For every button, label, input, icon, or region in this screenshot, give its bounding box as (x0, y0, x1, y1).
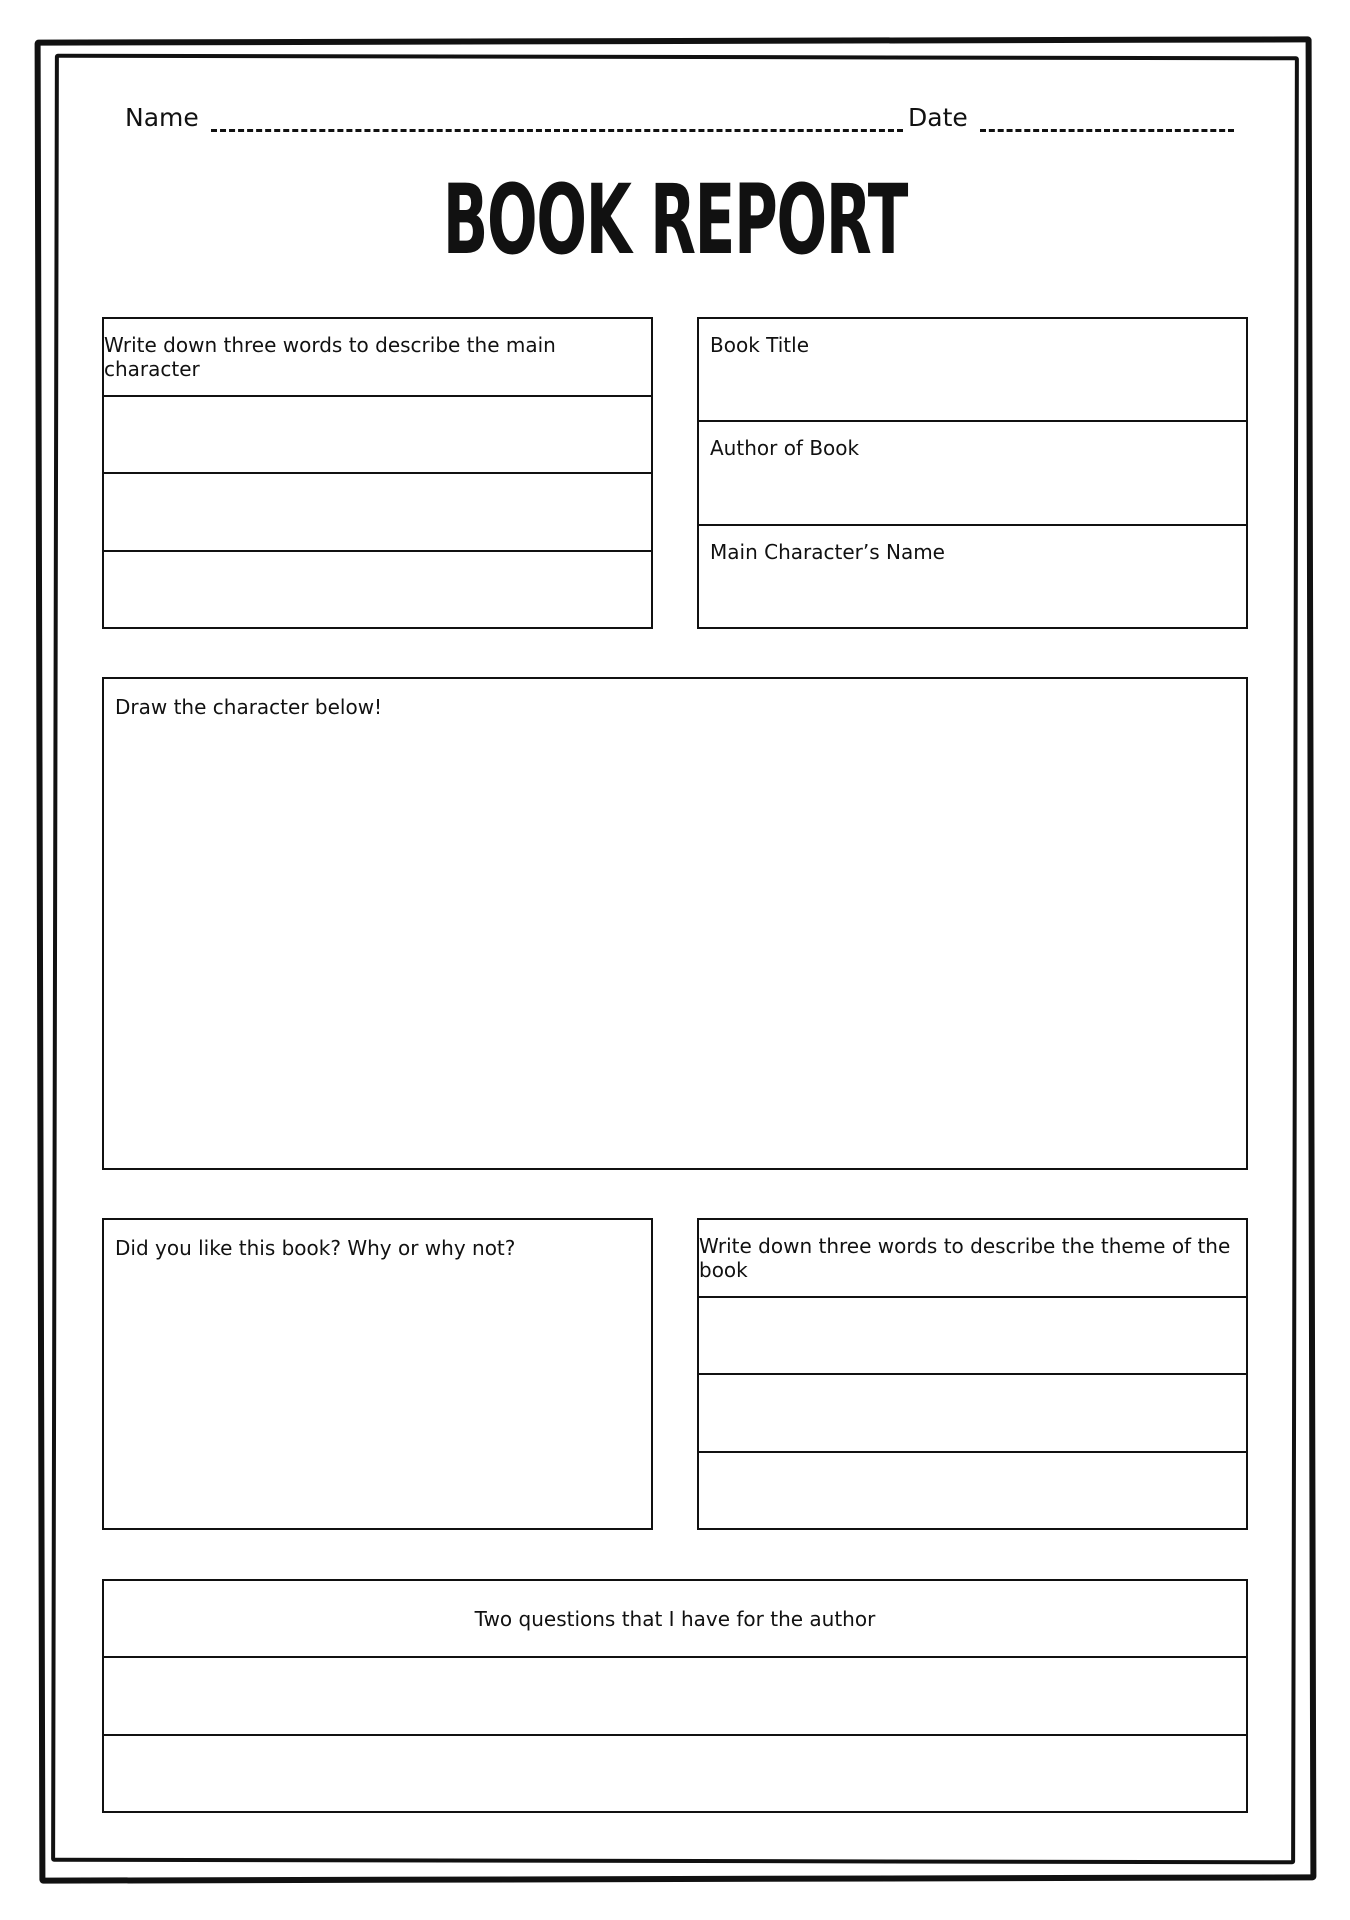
drawing-box[interactable] (102, 677, 1248, 1170)
character-words-heading-text: Write down three words to describe the main character (104, 332, 556, 381)
opinion-label: Did you like this book? Why or why not? (115, 1236, 516, 1260)
character-word-row-1[interactable] (104, 397, 651, 475)
book-title-label: Book Title (710, 333, 809, 357)
author-label: Author of Book (710, 436, 860, 461)
main-character-name-label: Main Character’s Name (710, 539, 945, 564)
main-character-name-field[interactable] (699, 526, 1246, 627)
questions-heading-text: Two questions that I have for the author (474, 1606, 876, 1631)
opinion-box[interactable] (102, 1218, 653, 1530)
question-row-2[interactable] (104, 1736, 1246, 1811)
theme-words-heading-text: Write down three words to describe the theme of the book (699, 1233, 1231, 1282)
character-words-heading (104, 319, 651, 397)
character-word-row-2[interactable] (104, 474, 651, 552)
drawing-label: Draw the character below! (115, 695, 383, 719)
theme-word-row-3[interactable] (699, 1453, 1246, 1529)
book-title-field[interactable] (699, 319, 1246, 422)
character-words-box (102, 317, 653, 629)
book-info-box (697, 317, 1248, 629)
questions-box (102, 1579, 1248, 1813)
date-field[interactable] (908, 103, 1234, 132)
name-field[interactable] (125, 103, 903, 132)
question-row-1[interactable] (104, 1658, 1246, 1735)
author-field[interactable] (699, 422, 1246, 525)
date-line[interactable] (980, 105, 1234, 132)
theme-word-row-1[interactable] (699, 1298, 1246, 1376)
page-title: BOOK REPORT (442, 164, 908, 276)
name-line[interactable] (211, 105, 903, 132)
name-label: Name (125, 103, 199, 132)
theme-word-row-2[interactable] (699, 1375, 1246, 1453)
theme-words-box (697, 1218, 1248, 1530)
theme-words-heading (699, 1220, 1246, 1298)
character-word-row-3[interactable] (104, 552, 651, 628)
date-label: Date (908, 103, 968, 132)
questions-heading (104, 1581, 1246, 1658)
